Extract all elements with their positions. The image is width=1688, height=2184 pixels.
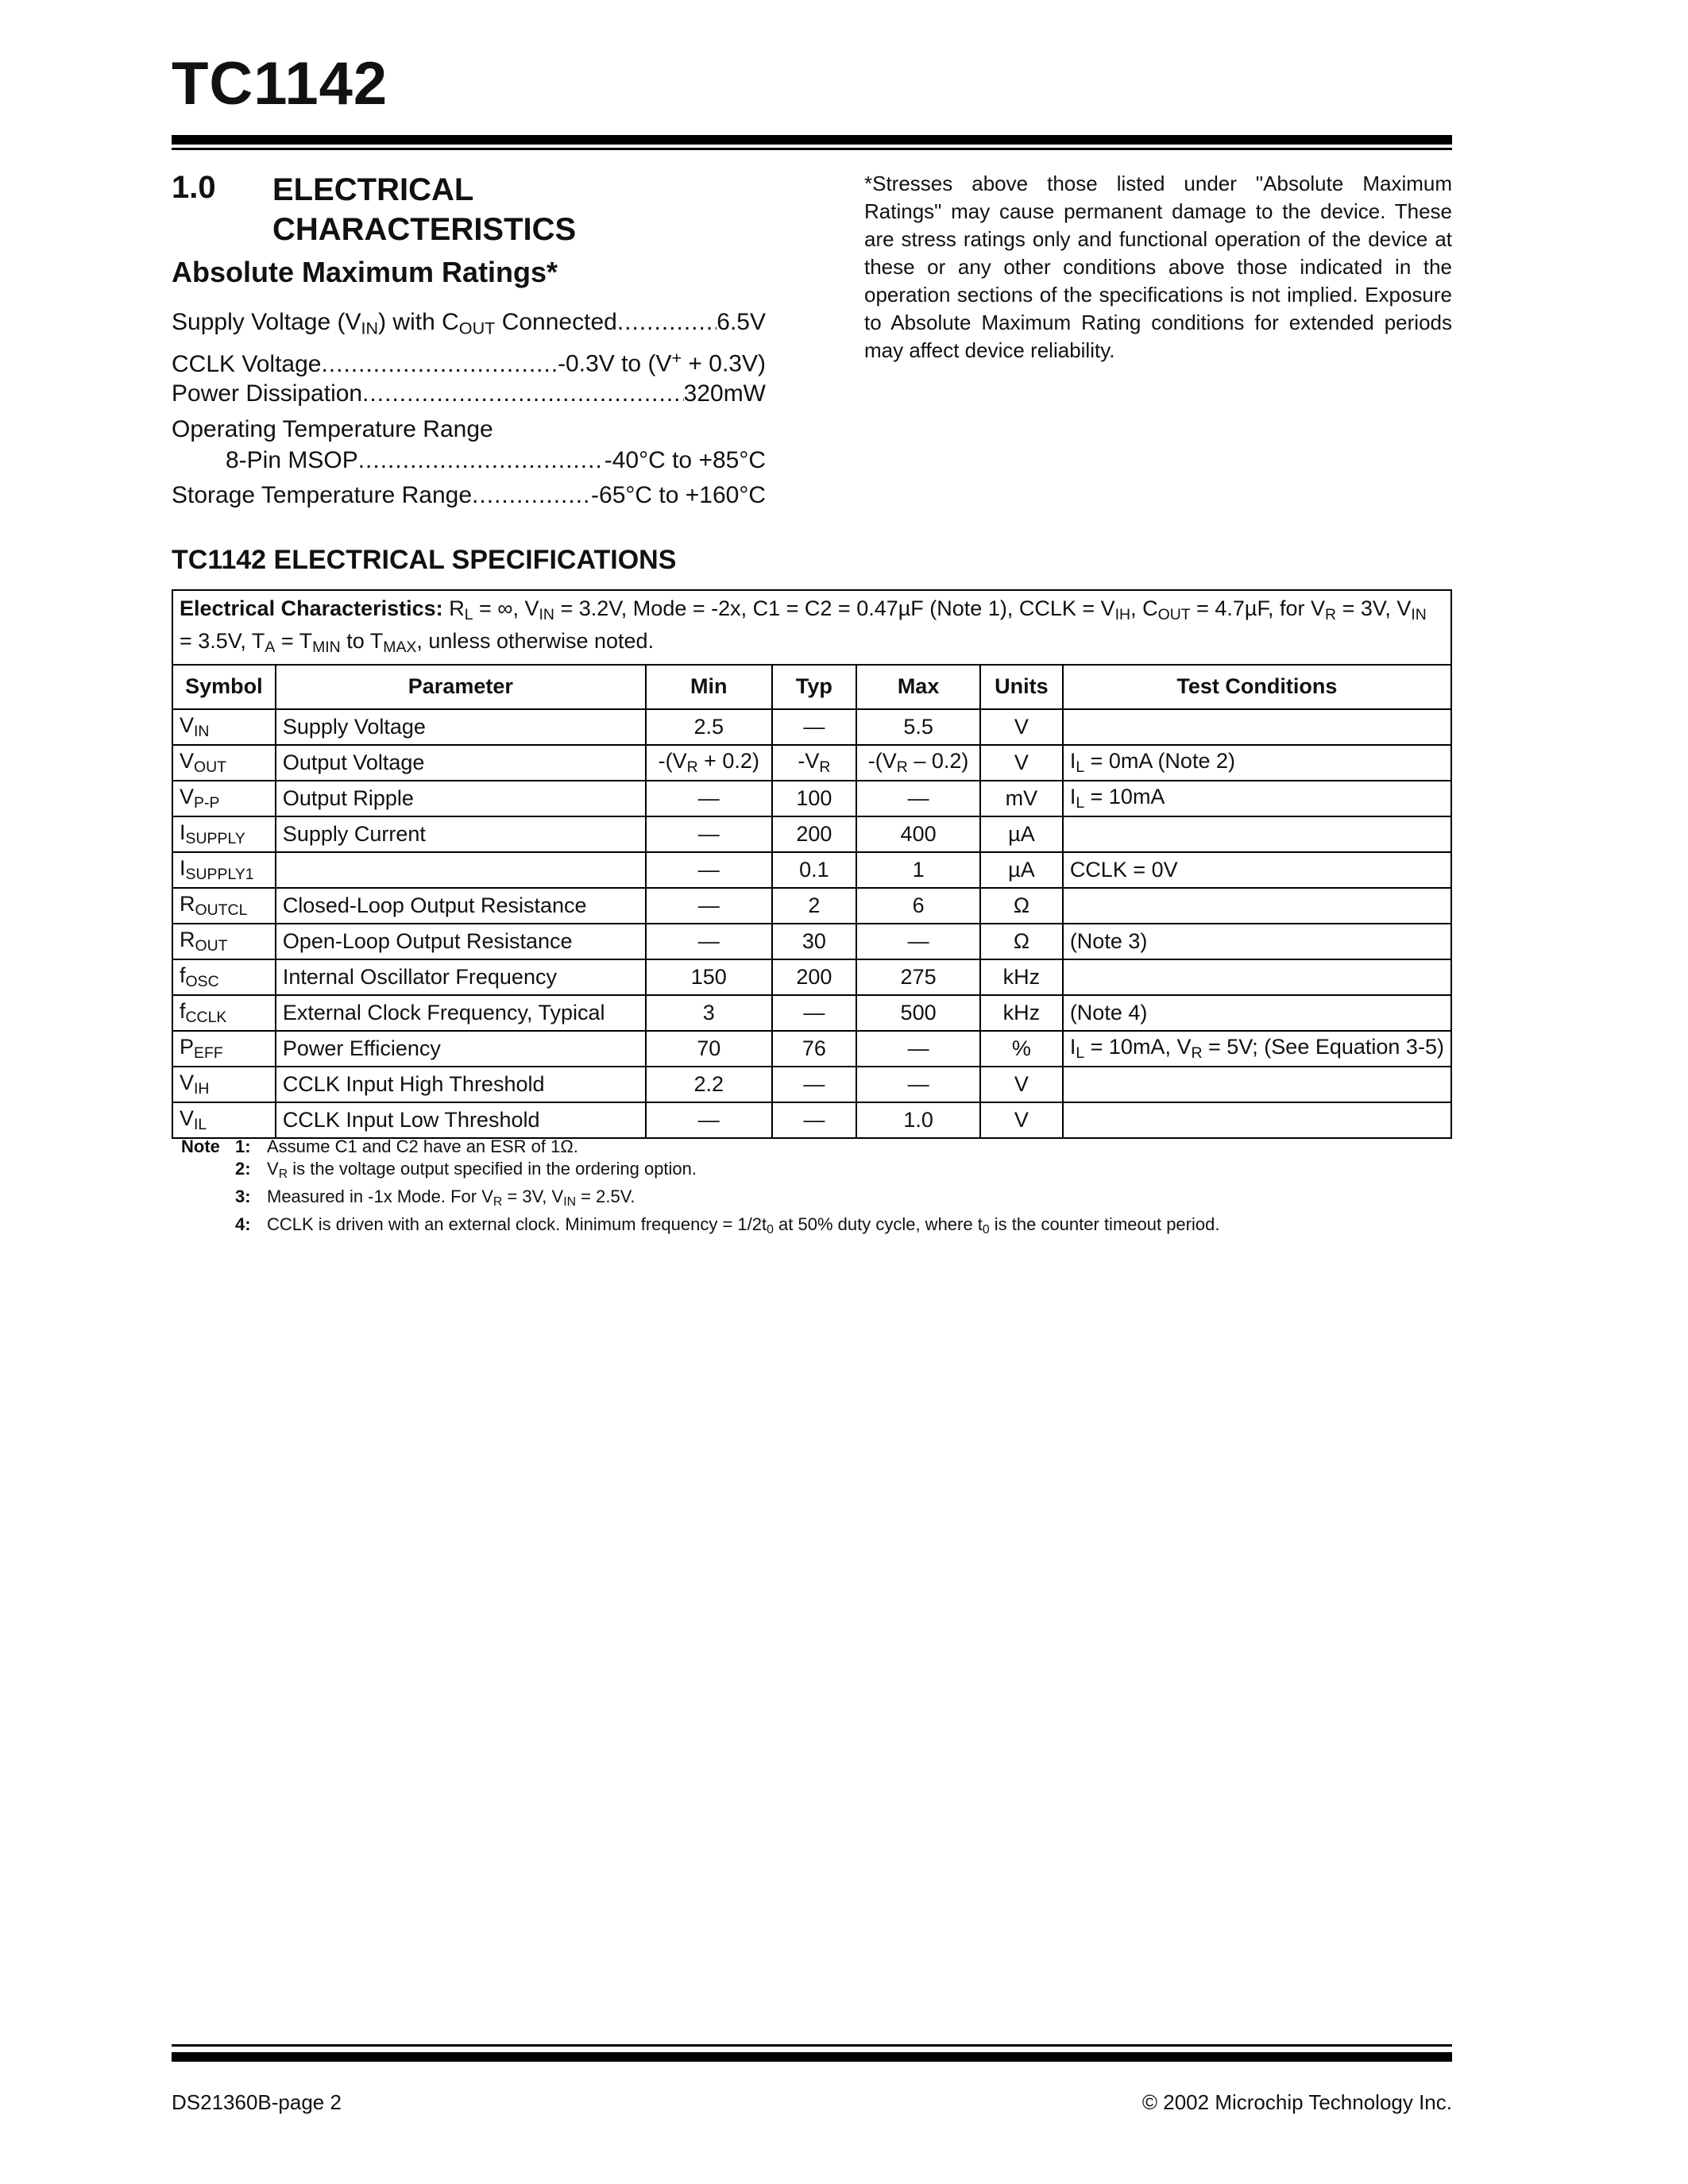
cell-units: V [980, 709, 1063, 745]
amr-value: -0.3V to (V+ + 0.3V) [558, 348, 766, 377]
cell-symbol: $I_{SUPPLY1}$ [172, 852, 276, 888]
amr-label: Supply Voltage $(V_{IN})$ with $C_{OUT}$ Connected [172, 309, 617, 338]
stress-note: *Stresses above those listed under "Absolute Maximum Ratings" may cause permanent damage to the device. These are stress ratings only and functional operation of the device at these or any other conditions above those indicated in the operation sections of the specifications is not implied. Exposure to Absolute Maximum Rating conditions for extended periods may affect device reliability. [864, 172, 1452, 362]
cell-test: (Note 3) [1063, 924, 1451, 959]
cell-test: CCLK = 0V [1063, 852, 1451, 888]
note-number: 2: [235, 1159, 251, 1179]
cell-test [1063, 1102, 1451, 1138]
conditions-cell: Electrical Characteristics: $R_L$ = ∞, $V_{IN} = 3.2V$, Mode = -2x, C1 = C2 = 0.47µF (Note 1), CCLK = $V_{IH}$, $C_{OUT} = 4.7\mu F$, for $V_R = 3V$, $V_{IN} = 3.5V$, $T_A = T_{MIN}$ to $T_{MAX}$, unless otherwise noted. [172, 590, 1451, 665]
cell-symbol: $V_{IL}$ [172, 1102, 276, 1138]
table-row [172, 959, 1451, 995]
cell-max: $-(V_R - 0.2)$ [856, 745, 980, 781]
amr-value: -65°C to +160°C [591, 482, 766, 508]
table-row [172, 852, 1451, 888]
cell-units: kHz [980, 995, 1063, 1031]
cell-units: µA [980, 852, 1063, 888]
amr-storage-temp [172, 480, 766, 511]
cell-typ: 200 [772, 816, 856, 852]
cell-units: Ω [980, 888, 1063, 924]
note-1 [181, 1136, 1219, 1158]
cell-parameter: Open-Loop Output Resistance [276, 924, 646, 959]
cell-units: V [980, 1067, 1063, 1102]
amr-power-dissipation [172, 378, 766, 410]
cell-units: mV [980, 781, 1063, 816]
cell-parameter: External Clock Frequency, Typical [276, 995, 646, 1031]
amr-label: 8-Pin MSOP [226, 447, 358, 473]
col-header-test: Test Conditions [1063, 665, 1451, 709]
amr-label: Storage Temperature Range [172, 482, 473, 508]
note-number: 4: [235, 1214, 251, 1234]
cell-typ: 0.1 [772, 852, 856, 888]
cell-max: — [856, 781, 980, 816]
cell-symbol: $f_{CCLK}$ [172, 995, 276, 1031]
amr-msop [226, 445, 766, 477]
amr-value: -40°C to +85°C [604, 447, 766, 473]
cell-test: (Note 4) [1063, 995, 1451, 1031]
cell-units: V [980, 1102, 1063, 1138]
cell-test [1063, 709, 1451, 745]
cell-parameter: Internal Oscillator Frequency [276, 959, 646, 995]
cell-units: µA [980, 816, 1063, 852]
table-row [172, 816, 1451, 852]
amr-heading: Absolute Maximum Ratings* [172, 256, 558, 288]
page-number: DS21360B-page 2 [172, 2090, 342, 2114]
amr-cclk-voltage [172, 342, 766, 380]
table-row [172, 781, 1451, 816]
cell-max: — [856, 1067, 980, 1102]
cell-typ: 100 [772, 781, 856, 816]
cell-parameter: CCLK Input Low Threshold [276, 1102, 646, 1138]
cell-parameter: CCLK Input High Threshold [276, 1067, 646, 1102]
table-row [172, 745, 1451, 781]
footer-rule-thin [172, 2044, 1452, 2047]
cell-symbol: $V_{IH}$ [172, 1067, 276, 1102]
conditions-row [172, 590, 1451, 665]
spec-heading: TC1142 ELECTRICAL SPECIFICATIONS [172, 545, 677, 575]
cell-typ: — [772, 709, 856, 745]
header-rule-thick [172, 135, 1452, 145]
col-header-parameter: Parameter [276, 665, 646, 709]
cell-max: 500 [856, 995, 980, 1031]
cell-typ: — [772, 995, 856, 1031]
cell-max: 400 [856, 816, 980, 852]
header-row [172, 665, 1451, 709]
leader-dots [617, 307, 717, 338]
cell-min: — [646, 1102, 772, 1138]
note-4 [181, 1214, 1219, 1241]
header-rule-thin [172, 148, 1452, 150]
cell-typ: 76 [772, 1031, 856, 1067]
cell-typ: 2 [772, 888, 856, 924]
table-row [172, 709, 1451, 745]
cell-min: — [646, 852, 772, 888]
cell-max: — [856, 1031, 980, 1067]
table-notes [181, 1136, 1219, 1241]
cell-parameter: Output Ripple [276, 781, 646, 816]
cell-typ: — [772, 1102, 856, 1138]
cell-test: $I_L = 10mA$, $V_R = 5V$; (See Equation 3-5) [1063, 1031, 1451, 1067]
cell-parameter [276, 852, 646, 888]
cell-min: 70 [646, 1031, 772, 1067]
cell-min: 2.5 [646, 709, 772, 745]
leader-dots [321, 349, 558, 380]
cell-max: 6 [856, 888, 980, 924]
cell-parameter: Closed-Loop Output Resistance [276, 888, 646, 924]
note-text: $V_R$ is the voltage output specified in the ordering option. [267, 1159, 697, 1181]
leader-dots [358, 445, 605, 477]
amr-value: 320mW [683, 380, 766, 407]
cell-test: $I_L = 0mA$ (Note 2) [1063, 745, 1451, 781]
cell-symbol: $R_{OUTCL}$ [172, 888, 276, 924]
cell-symbol: $V_{P-P}$ [172, 781, 276, 816]
col-header-typ: Typ [772, 665, 856, 709]
table-row [172, 1102, 1451, 1138]
cell-typ: 200 [772, 959, 856, 995]
cell-symbol: $R_{OUT}$ [172, 924, 276, 959]
amr-label: Operating Temperature Range [172, 416, 493, 442]
cell-test [1063, 816, 1451, 852]
cell-units: Ω [980, 924, 1063, 959]
amr-operating-temp [172, 414, 766, 446]
section-title: ELECTRICAL CHARACTERISTICS [272, 172, 577, 247]
col-header-symbol: Symbol [172, 665, 276, 709]
note-3 [181, 1186, 1219, 1214]
note-number: 1: [235, 1136, 251, 1156]
amr-value: 6.5V [717, 309, 766, 335]
cell-units: % [980, 1031, 1063, 1067]
cell-max: 5.5 [856, 709, 980, 745]
cell-min: — [646, 888, 772, 924]
table-row [172, 1067, 1451, 1102]
note-number: 3: [235, 1186, 251, 1206]
section-number: 1.0 [172, 170, 216, 205]
cell-symbol: $f_{OSC}$ [172, 959, 276, 995]
cell-min: 2.2 [646, 1067, 772, 1102]
cell-typ: 30 [772, 924, 856, 959]
cell-max: 1 [856, 852, 980, 888]
cell-test [1063, 1067, 1451, 1102]
cell-typ: $-V_R$ [772, 745, 856, 781]
note-text: Assume C1 and C2 have an ESR of 1Ω. [267, 1136, 578, 1156]
leader-dots [472, 480, 591, 511]
cell-test [1063, 959, 1451, 995]
cell-min: — [646, 781, 772, 816]
table-row [172, 924, 1451, 959]
cell-max: 275 [856, 959, 980, 995]
leader-dots [362, 378, 684, 410]
cell-min: — [646, 924, 772, 959]
note-text: CCLK is driven with an external clock. Minimum frequency = $1/2t_0$ at 50% duty cycle, where $t_0$ is the counter timeout period. [267, 1214, 1220, 1237]
copyright: © 2002 Microchip Technology Inc. [1141, 2090, 1452, 2114]
col-header-units: Units [980, 665, 1063, 709]
note-2 [181, 1158, 1219, 1186]
cell-parameter: Output Voltage [276, 745, 646, 781]
cell-parameter: Power Efficiency [276, 1031, 646, 1067]
table-row [172, 1031, 1451, 1067]
cell-test [1063, 888, 1451, 924]
spec-table [172, 589, 1452, 1139]
table-row [172, 995, 1451, 1031]
table-row [172, 888, 1451, 924]
cell-parameter: Supply Current [276, 816, 646, 852]
cell-test: $I_L = 10mA$ [1063, 781, 1451, 816]
col-header-max: Max [856, 665, 980, 709]
cell-symbol: $V_{IN}$ [172, 709, 276, 745]
amr-label: CCLK Voltage [172, 350, 322, 377]
cell-units: kHz [980, 959, 1063, 995]
cell-symbol: $V_{OUT}$ [172, 745, 276, 781]
note-text: Measured in -1x Mode. For $V_R = 3V$, $V_{IN} = 2.5V$. [267, 1186, 635, 1209]
cell-max: — [856, 924, 980, 959]
note-label: Note [181, 1136, 220, 1156]
cell-units: V [980, 745, 1063, 781]
amr-supply-voltage [172, 307, 766, 344]
cell-min: 3 [646, 995, 772, 1031]
cell-symbol: $P_{EFF}$ [172, 1031, 276, 1067]
col-header-min: Min [646, 665, 772, 709]
cell-symbol: $I_{SUPPLY}$ [172, 816, 276, 852]
amr-label: Power Dissipation [172, 380, 363, 407]
cell-min: $-(V_R + 0.2)$ [646, 745, 772, 781]
cell-min: — [646, 816, 772, 852]
cell-max: 1.0 [856, 1102, 980, 1138]
cell-typ: — [772, 1067, 856, 1102]
document-title: TC1142 [172, 50, 388, 118]
footer-rule-thick [172, 2052, 1452, 2062]
cell-min: 150 [646, 959, 772, 995]
cell-parameter: Supply Voltage [276, 709, 646, 745]
